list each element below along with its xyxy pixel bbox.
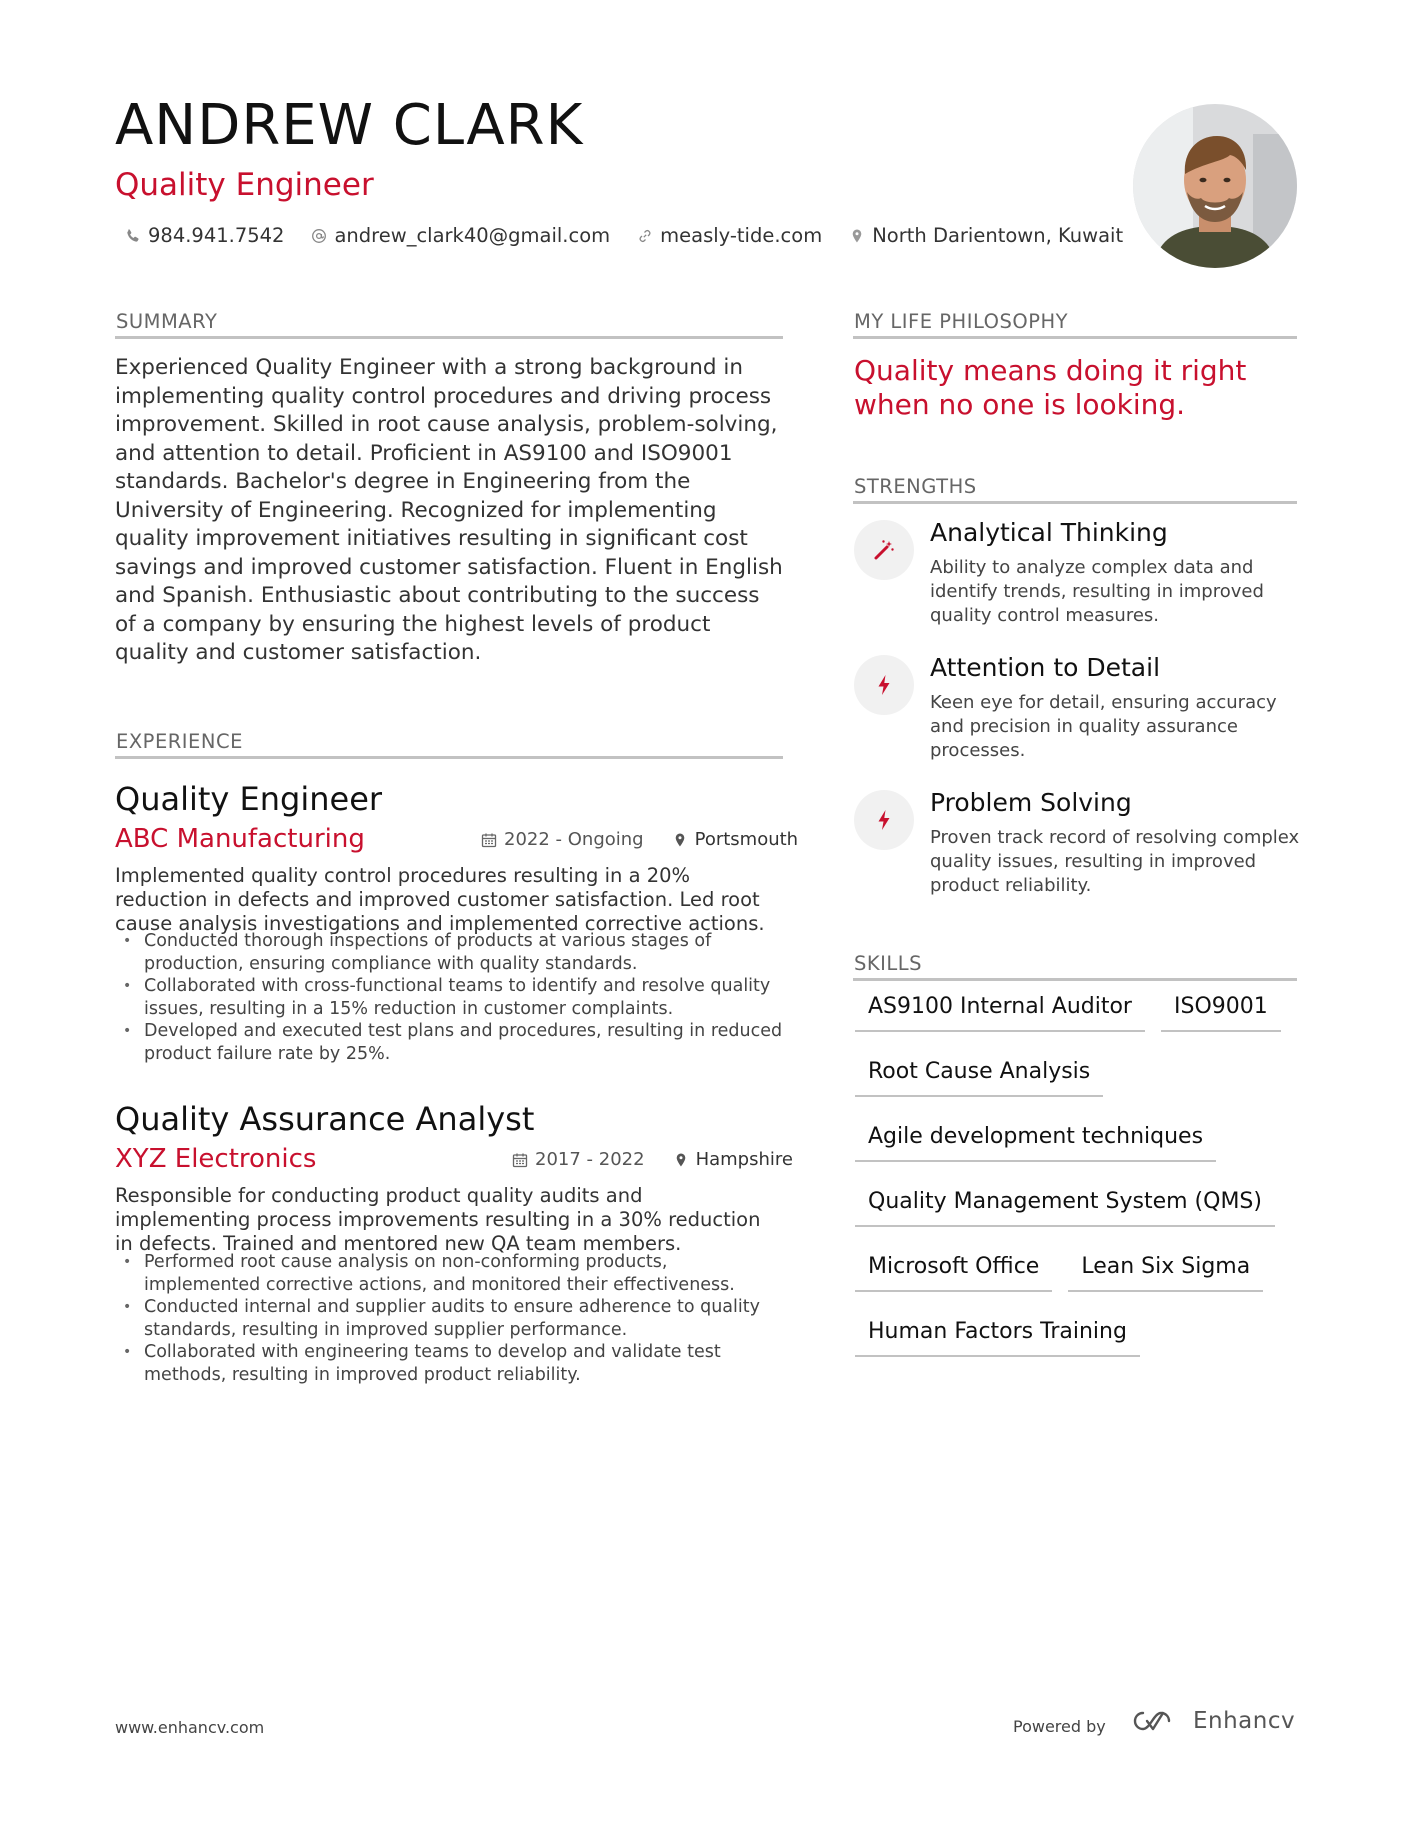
job-dates: 2017 - 2022 xyxy=(535,1149,645,1170)
skills-divider xyxy=(853,978,1297,981)
strength-title: Analytical Thinking xyxy=(930,518,1168,547)
skill-tag: AS9100 Internal Auditor xyxy=(855,990,1145,1032)
summary-text: Experienced Quality Engineer with a strong background in implementing quality control procedures and driving process improvement. Skilled in root cause analysis, problem-solving, and attention to detail. Proficient in AS9100 and ISO9001 standards. Bachelor's degree in Engineering from the University of Engineering. Recognized for implementing quality improvement initiatives resulting in significant cost savings and improved customer satisfaction. Fluent in English and Spanish. Enthusiastic about contributing to the success of a company by ensuring the highest levels of product quality and customer satisfaction. xyxy=(115,355,783,665)
philosophy-divider xyxy=(853,336,1297,339)
job-location: Portsmouth xyxy=(694,829,799,850)
job-meta xyxy=(481,831,798,849)
philosophy-heading: MY LIFE PHILOSOPHY xyxy=(854,310,1069,333)
contact-website[interactable] xyxy=(636,224,822,247)
enhancv-logo-icon xyxy=(1133,1708,1181,1734)
contact-location-text: North Darientown, Kuwait xyxy=(872,224,1124,247)
enhancv-logo[interactable] xyxy=(1133,1708,1295,1734)
contact-location xyxy=(848,224,1123,247)
skill-tag: ISO9001 xyxy=(1161,990,1281,1032)
profile-photo xyxy=(1133,104,1297,268)
job-title: Quality Engineer xyxy=(115,780,383,818)
calendar-icon xyxy=(512,1152,528,1168)
summary-heading: SUMMARY xyxy=(116,310,218,333)
skill-tag: Root Cause Analysis xyxy=(855,1055,1103,1097)
strengths-divider xyxy=(853,501,1297,504)
strength-description: Ability to analyze complex data and identify trends, resulting in improved quality control measures. xyxy=(930,557,1264,626)
job-bullets xyxy=(115,930,783,1065)
list-item: • Performed root cause analysis on non-conforming products, implemented corrective actions, and monitored their effectiveness. xyxy=(115,1251,783,1296)
job-description: Implemented quality control procedures resulting in a 20% reduction in defects and improved customer satisfaction. Led root cause analysis investigations and implemented corrective actions. xyxy=(115,864,765,935)
job-location: Hampshire xyxy=(695,1149,793,1170)
phone-icon xyxy=(124,227,142,245)
list-item: • Conducted internal and supplier audits to ensure adherence to quality standards, resulting in improved supplier performance. xyxy=(115,1296,783,1341)
skill-tag: Agile development techniques xyxy=(855,1120,1216,1162)
strength-title: Attention to Detail xyxy=(930,653,1161,682)
location-pin-icon xyxy=(673,1152,689,1168)
lightning-bolt-icon xyxy=(854,790,914,850)
job-title: Quality Assurance Analyst xyxy=(115,1100,535,1138)
skill-tag: Lean Six Sigma xyxy=(1068,1250,1263,1292)
magic-wand-icon xyxy=(854,520,914,580)
contact-email-text: andrew_clark40@gmail.com xyxy=(334,224,611,247)
strength-description: Keen eye for detail, ensuring accuracy and precision in quality assurance processes. xyxy=(930,692,1277,761)
skill-tag: Quality Management System (QMS) xyxy=(855,1185,1275,1227)
skill-tag: Human Factors Training xyxy=(855,1315,1140,1357)
job-meta xyxy=(512,1151,793,1169)
powered-by-label: Powered by xyxy=(1013,1717,1106,1736)
contact-website-text: measly-tide.com xyxy=(660,224,823,247)
job-company: ABC Manufacturing xyxy=(115,824,365,854)
job-dates: 2022 - Ongoing xyxy=(504,829,644,850)
job-description: Responsible for conducting product quality audits and implementing process improvements resulting in a 30% reduction in defects. Trained and mentored new QA team members. xyxy=(115,1184,761,1255)
contact-phone xyxy=(124,224,284,247)
contact-email[interactable] xyxy=(310,224,610,247)
location-pin-icon xyxy=(848,227,866,245)
brand-name: Enhancv xyxy=(1193,1708,1296,1734)
list-item: • Conducted thorough inspections of products at various stages of production, ensuring compliance with quality standards. xyxy=(115,930,783,975)
footer-website-link[interactable]: www.enhancv.com xyxy=(115,1718,265,1737)
list-item: • Collaborated with engineering teams to develop and validate test methods, resulting in improved product reliability. xyxy=(115,1341,783,1386)
candidate-title: Quality Engineer xyxy=(115,167,374,203)
at-icon xyxy=(310,227,328,245)
strength-description: Proven track record of resolving complex quality issues, resulting in improved product reliability. xyxy=(930,827,1300,896)
candidate-name: ANDREW CLARK xyxy=(115,93,584,158)
job-company: XYZ Electronics xyxy=(115,1144,317,1174)
strength-title: Problem Solving xyxy=(930,788,1132,817)
contact-bar xyxy=(124,224,1149,247)
contact-phone-text: 984.941.7542 xyxy=(148,224,285,247)
skills-heading: SKILLS xyxy=(854,952,923,975)
location-pin-icon xyxy=(672,832,688,848)
strengths-heading: STRENGTHS xyxy=(854,475,977,498)
philosophy-quote: Quality means doing it right when no one is looking. xyxy=(854,354,1247,421)
experience-heading: EXPERIENCE xyxy=(116,730,243,753)
link-icon xyxy=(636,227,654,245)
list-item: • Collaborated with cross-functional teams to identify and resolve quality issues, resulting in a 15% reduction in customer complaints. xyxy=(115,975,783,1020)
skills-list xyxy=(855,990,1300,1357)
lightning-bolt-icon xyxy=(854,655,914,715)
job-bullets xyxy=(115,1251,783,1386)
calendar-icon xyxy=(481,832,497,848)
list-item: • Developed and executed test plans and procedures, resulting in reduced product failure rate by 25%. xyxy=(115,1020,783,1065)
skill-tag: Microsoft Office xyxy=(855,1250,1052,1292)
summary-divider xyxy=(115,336,783,339)
experience-divider xyxy=(115,756,783,759)
